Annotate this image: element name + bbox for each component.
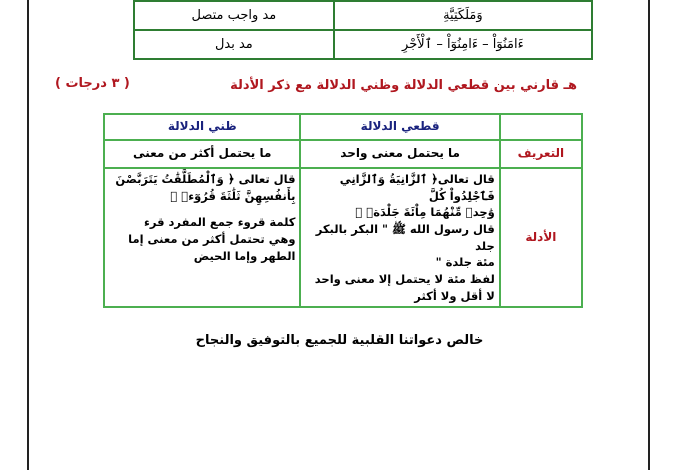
evidence-line: لفظ مئة لا يحتمل إلا معنى واحد bbox=[314, 272, 495, 287]
header-qati: قطعي الدلالة bbox=[300, 114, 499, 140]
evidence-line: قال تعالى ﴿ وَٱلْمُطَلَّقَٰتُ يَتَرَبَّصْنَ bbox=[115, 172, 296, 186]
empty-header-cell bbox=[500, 114, 582, 140]
spacer bbox=[109, 204, 295, 214]
question-text: هـ قارني بين قطعي الدلالة وظني الدلالة مع ذكر الأدلة bbox=[230, 78, 577, 93]
evidence-line: كلمة قروء جمع المفرد قرء bbox=[143, 215, 296, 230]
comparison-table bbox=[103, 113, 583, 308]
table-row bbox=[134, 1, 592, 30]
evidence-line: الطهر وإما الحيض bbox=[193, 248, 296, 263]
closing-message: خالص دعواتنا القلبية للجميع بالتوفيق والنجاح bbox=[195, 333, 484, 348]
evidence-line: قال رسول الله ﷺ " البكر بالبكر جلد bbox=[315, 222, 495, 253]
tajweed-word-cell: ءَامَنُوٓاْ – ءَامِنُوٓاْ – ٱلْأَجْرِ bbox=[334, 30, 592, 59]
page-border-left bbox=[27, 0, 29, 470]
table-header-row bbox=[104, 114, 582, 140]
question-score: ( ٣ درجات ) bbox=[55, 76, 130, 91]
row-label-evidence: الأدلة bbox=[500, 168, 582, 307]
evidence-line: لا أقل ولا أكثر bbox=[414, 288, 495, 303]
tajweed-word-cell: وَمَلَكَتِيَّةِ bbox=[334, 1, 592, 30]
page-border-right bbox=[648, 0, 650, 470]
evidence-line: وهي تحتمل أكثر من معنى إما bbox=[128, 232, 296, 247]
tajweed-rule-cell: مد بدل bbox=[134, 30, 334, 59]
evidence-line: بِأَنفُسِهِنَّ ثَلَٰثَةَ قُرُوٓءٖ ﴾ bbox=[170, 188, 296, 203]
tajweed-table bbox=[133, 0, 593, 60]
table-row bbox=[104, 168, 582, 307]
header-dhanni: ظني الدلالة bbox=[104, 114, 300, 140]
evidence-line: قال تعالى﴿ ٱلزَّانِيَةُ وَٱلزَّانِي فَٱجْلِدُواْ كُلَّ bbox=[339, 172, 495, 203]
table-row bbox=[104, 140, 582, 168]
tajweed-rule-cell: مد واجب متصل bbox=[134, 1, 334, 30]
definition-qati: ما يحتمل معنى واحد bbox=[300, 140, 499, 168]
evidence-qati bbox=[300, 168, 499, 307]
evidence-line: مئة جلدة " bbox=[435, 255, 495, 270]
row-label-definition: التعريف bbox=[500, 140, 582, 168]
evidence-line: وَٰحِدٖ مِّنْهُمَا مِاْئَةَ جَلْدَةٖ ﴾ bbox=[355, 205, 495, 220]
evidence-dhanni bbox=[104, 168, 300, 307]
definition-dhanni: ما يحتمل أكثر من معنى bbox=[104, 140, 300, 168]
table-row bbox=[134, 30, 592, 59]
